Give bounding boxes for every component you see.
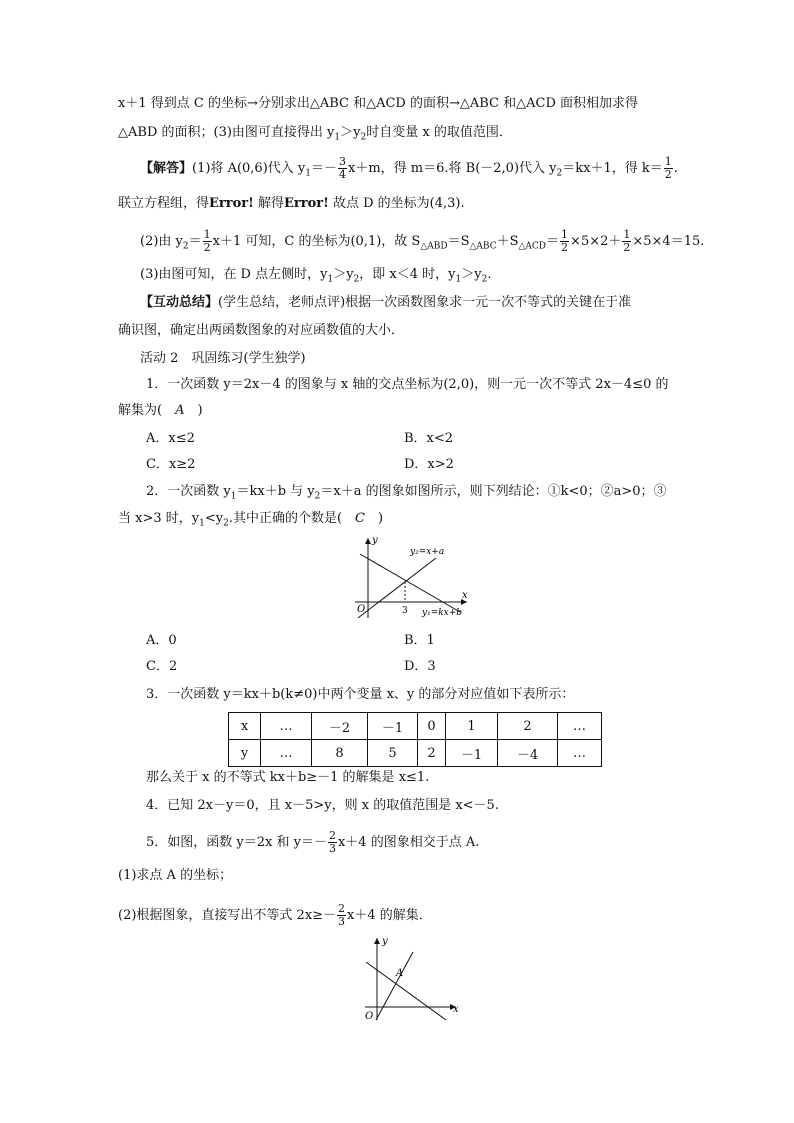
fraction <box>664 156 673 181</box>
figure-1-graph <box>340 532 480 624</box>
denominator: 2 <box>664 168 672 181</box>
text: 当 x>3 时，y <box>118 511 200 526</box>
text: 4．已知 2x－y＝0，且 x－5>y，则 x 的取值范围是 x<－5. <box>146 798 499 813</box>
numerator: 1 <box>664 155 672 168</box>
text: ＝kx＋b 与 y <box>236 484 315 499</box>
line-y1 <box>360 554 460 612</box>
text: 联立方程组，得 <box>118 196 210 211</box>
text: 解集为( <box>118 403 176 418</box>
numerator: 2 <box>328 829 336 842</box>
text: ＝ <box>546 234 560 249</box>
error-text: Error! <box>209 196 254 211</box>
y-axis-arrow <box>374 938 380 944</box>
table-cell: －1 <box>446 740 498 767</box>
fraction <box>622 229 631 254</box>
line-y-2x <box>376 952 413 1020</box>
option-d <box>404 657 436 677</box>
text: ，即 x＜4 时，y <box>359 267 456 282</box>
x-label: x <box>462 590 468 601</box>
text: C．x≥2 <box>146 457 196 472</box>
question-1 <box>146 375 668 395</box>
summary-label: 【互动总结】 <box>140 295 219 310</box>
text: A．0 <box>146 633 177 648</box>
text: ＞y <box>461 267 482 282</box>
subscript: △ABD <box>420 241 448 252</box>
table-cell: y <box>229 740 261 767</box>
text: (2)根据图象，直接写出不等式 2x≥－ <box>118 908 337 923</box>
table-cell: 1 <box>446 713 498 740</box>
subscript: 2 <box>314 491 321 502</box>
subscript: △ACD <box>518 241 547 252</box>
text: A．x≤2 <box>146 431 195 446</box>
y-label: y <box>372 535 378 546</box>
text: ＞y <box>333 267 354 282</box>
subscript: 1 <box>230 491 237 502</box>
question-5-part-2 <box>118 903 432 928</box>
subscript: 1 <box>305 168 311 179</box>
option-c <box>146 657 177 677</box>
answer-label: 【解答】 <box>140 161 193 176</box>
question-3-answer <box>146 768 429 788</box>
question-3 <box>146 685 574 705</box>
section-heading <box>140 349 306 369</box>
text: . <box>487 267 492 282</box>
question-5 <box>146 830 479 855</box>
question-1-answer-line <box>118 401 203 421</box>
question-4 <box>146 796 499 816</box>
error-text: Error! <box>284 196 329 211</box>
text-line <box>118 94 638 114</box>
origin-label: O <box>357 604 366 615</box>
numerator: 1 <box>203 228 211 241</box>
text: ×5×2＋ <box>570 234 622 249</box>
text: 3．一次函数 y＝kx＋b(k≠0)中两个变量 x、y 的部分对应值如下表所示： <box>146 687 575 702</box>
denominator: 2 <box>203 241 211 254</box>
text: D．3 <box>404 659 436 674</box>
text: (学生总结，老师点评)根据一次函数图象求一元一次不等式的关键在于准 <box>218 295 632 310</box>
subscript: 1 <box>455 274 462 285</box>
option-b <box>404 429 453 449</box>
text: (1)将 A(0,6)代入 y <box>192 161 306 176</box>
subscript: 1 <box>334 132 341 143</box>
line-y1-label: y₁=kx+b <box>422 608 463 618</box>
denominator: 4 <box>339 168 346 181</box>
question-2-line-2 <box>118 509 383 534</box>
text: ＝x＋a 的图象如图所示，则下列结论：①k<0；②a>0；③ <box>320 484 667 499</box>
subscript: 2 <box>182 241 189 252</box>
subscript: △ABC <box>469 241 497 252</box>
text: 确识图，确定出两函数图象的对应函数值的大小． <box>118 323 405 338</box>
fraction <box>203 229 212 254</box>
table-row-y <box>229 740 602 767</box>
text: △ABD 的面积；(3)由图可直接得出 y <box>118 125 335 140</box>
text: 1．一次函数 y＝2x－4 的图象与 x 轴的交点坐标为(2,0)，则一元一次不等式 2x－4≤0 的 <box>146 377 669 392</box>
answer-choice: C <box>355 511 365 526</box>
numerator: 1 <box>623 228 631 241</box>
subscript: 2 <box>353 274 360 285</box>
answer-choice: A <box>175 403 185 418</box>
text: x＋1 得到点 C 的坐标→分别求出△ABC 和△ACD 的面积→△ABC 和△ACD 面积相加求得 <box>118 96 639 111</box>
text: B．1 <box>404 633 435 648</box>
option-d <box>404 455 454 475</box>
line-y2-label: y₂=x+a <box>410 547 445 557</box>
text: .其中正确的个数是( <box>228 511 356 526</box>
denominator: 2 <box>561 241 569 254</box>
text: 那么关于 x 的不等式 kx＋b≥－1 的解集是 x≤1. <box>146 770 430 785</box>
text: x＋1 可知，C 的坐标为(0,1)，故 S <box>212 234 421 249</box>
table-cell: x <box>229 713 261 740</box>
text-line <box>118 321 404 341</box>
subscript: 2 <box>360 132 367 143</box>
table-cell: －4 <box>498 740 558 767</box>
subscript: 1 <box>199 518 205 529</box>
subscript: 2 <box>223 518 229 529</box>
numerator: 2 <box>338 902 346 915</box>
text: ) <box>365 511 384 526</box>
y-label: y <box>382 936 388 947</box>
text: C．2 <box>146 659 178 674</box>
table-cell: … <box>261 740 312 767</box>
summary-line <box>140 293 631 313</box>
text: 故点 D 的坐标为(4,3). <box>328 196 465 211</box>
numerator: 1 <box>561 228 569 241</box>
text: x＋4 的解集． <box>347 908 432 923</box>
text: ＝ <box>188 234 202 249</box>
text: ＝kx＋1，得 k＝ <box>562 161 663 176</box>
text: ＋S <box>496 234 519 249</box>
text-line <box>118 194 465 214</box>
figure-2-graph <box>340 932 470 1028</box>
table-cell: 2 <box>498 713 558 740</box>
option-a <box>146 631 177 651</box>
question-5-part-1 <box>118 866 232 886</box>
denominator: 2 <box>623 241 631 254</box>
y-axis-arrow <box>365 538 371 544</box>
text: 时自变量 x 的取值范围． <box>366 125 512 140</box>
text: x＋m，得 m＝6.将 B(－2,0)代入 y <box>348 161 557 176</box>
table-cell: 2 <box>418 740 446 767</box>
option-c <box>146 455 195 475</box>
tick-label-3: 3 <box>402 606 408 616</box>
fraction <box>337 903 346 928</box>
table-row-x <box>229 713 602 740</box>
text: 2．一次函数 y <box>146 484 231 499</box>
text: ) <box>184 403 203 418</box>
text: x＋4 的图象相交于点 A. <box>337 835 480 850</box>
text-line <box>140 229 704 257</box>
table-cell: … <box>261 713 312 740</box>
table-cell: 5 <box>368 740 418 767</box>
option-b <box>404 631 435 651</box>
table-cell: －1 <box>368 713 418 740</box>
text: 解得 <box>253 196 284 211</box>
point-a-label: A <box>396 968 404 979</box>
subscript: 2 <box>481 274 488 285</box>
table-cell: … <box>558 740 602 767</box>
denominator: 3 <box>338 915 346 928</box>
text: 活动 2 巩固练习(学生独学) <box>140 351 306 366</box>
fraction <box>560 229 569 254</box>
table-cell: 0 <box>418 713 446 740</box>
text: B．x<2 <box>404 431 454 446</box>
origin-label: O <box>365 1011 374 1022</box>
subscript: 1 <box>327 274 334 285</box>
text: . <box>673 161 678 176</box>
table-cell: －2 <box>312 713 368 740</box>
numerator: 3 <box>339 155 346 168</box>
text: (2)由 y <box>140 234 183 249</box>
denominator: 3 <box>328 842 336 855</box>
table-cell: … <box>558 713 602 740</box>
text: ＝－ <box>310 161 337 176</box>
line-y-neg-two-thirds <box>366 962 446 1020</box>
text: D．x>2 <box>404 457 454 472</box>
fraction <box>328 830 337 855</box>
text: 5．如图，函数 y＝2x 和 y＝－ <box>146 835 327 850</box>
question-2 <box>146 482 667 507</box>
text-line <box>140 265 491 290</box>
subscript: 2 <box>556 168 563 179</box>
text: <y <box>204 511 224 526</box>
option-a <box>146 429 195 449</box>
text-line <box>118 123 512 148</box>
value-table <box>228 712 602 767</box>
text: ×5×4＝15. <box>632 234 705 249</box>
table-cell: 8 <box>312 740 368 767</box>
text: (1)求点 A 的坐标； <box>118 868 233 883</box>
text: (3)由图可知，在 D 点左侧时，y <box>140 267 328 282</box>
text: ＝S <box>447 234 470 249</box>
fraction <box>338 156 347 181</box>
x-label: x <box>453 1004 459 1015</box>
text: ＞y <box>340 125 361 140</box>
answer-line <box>140 156 678 184</box>
